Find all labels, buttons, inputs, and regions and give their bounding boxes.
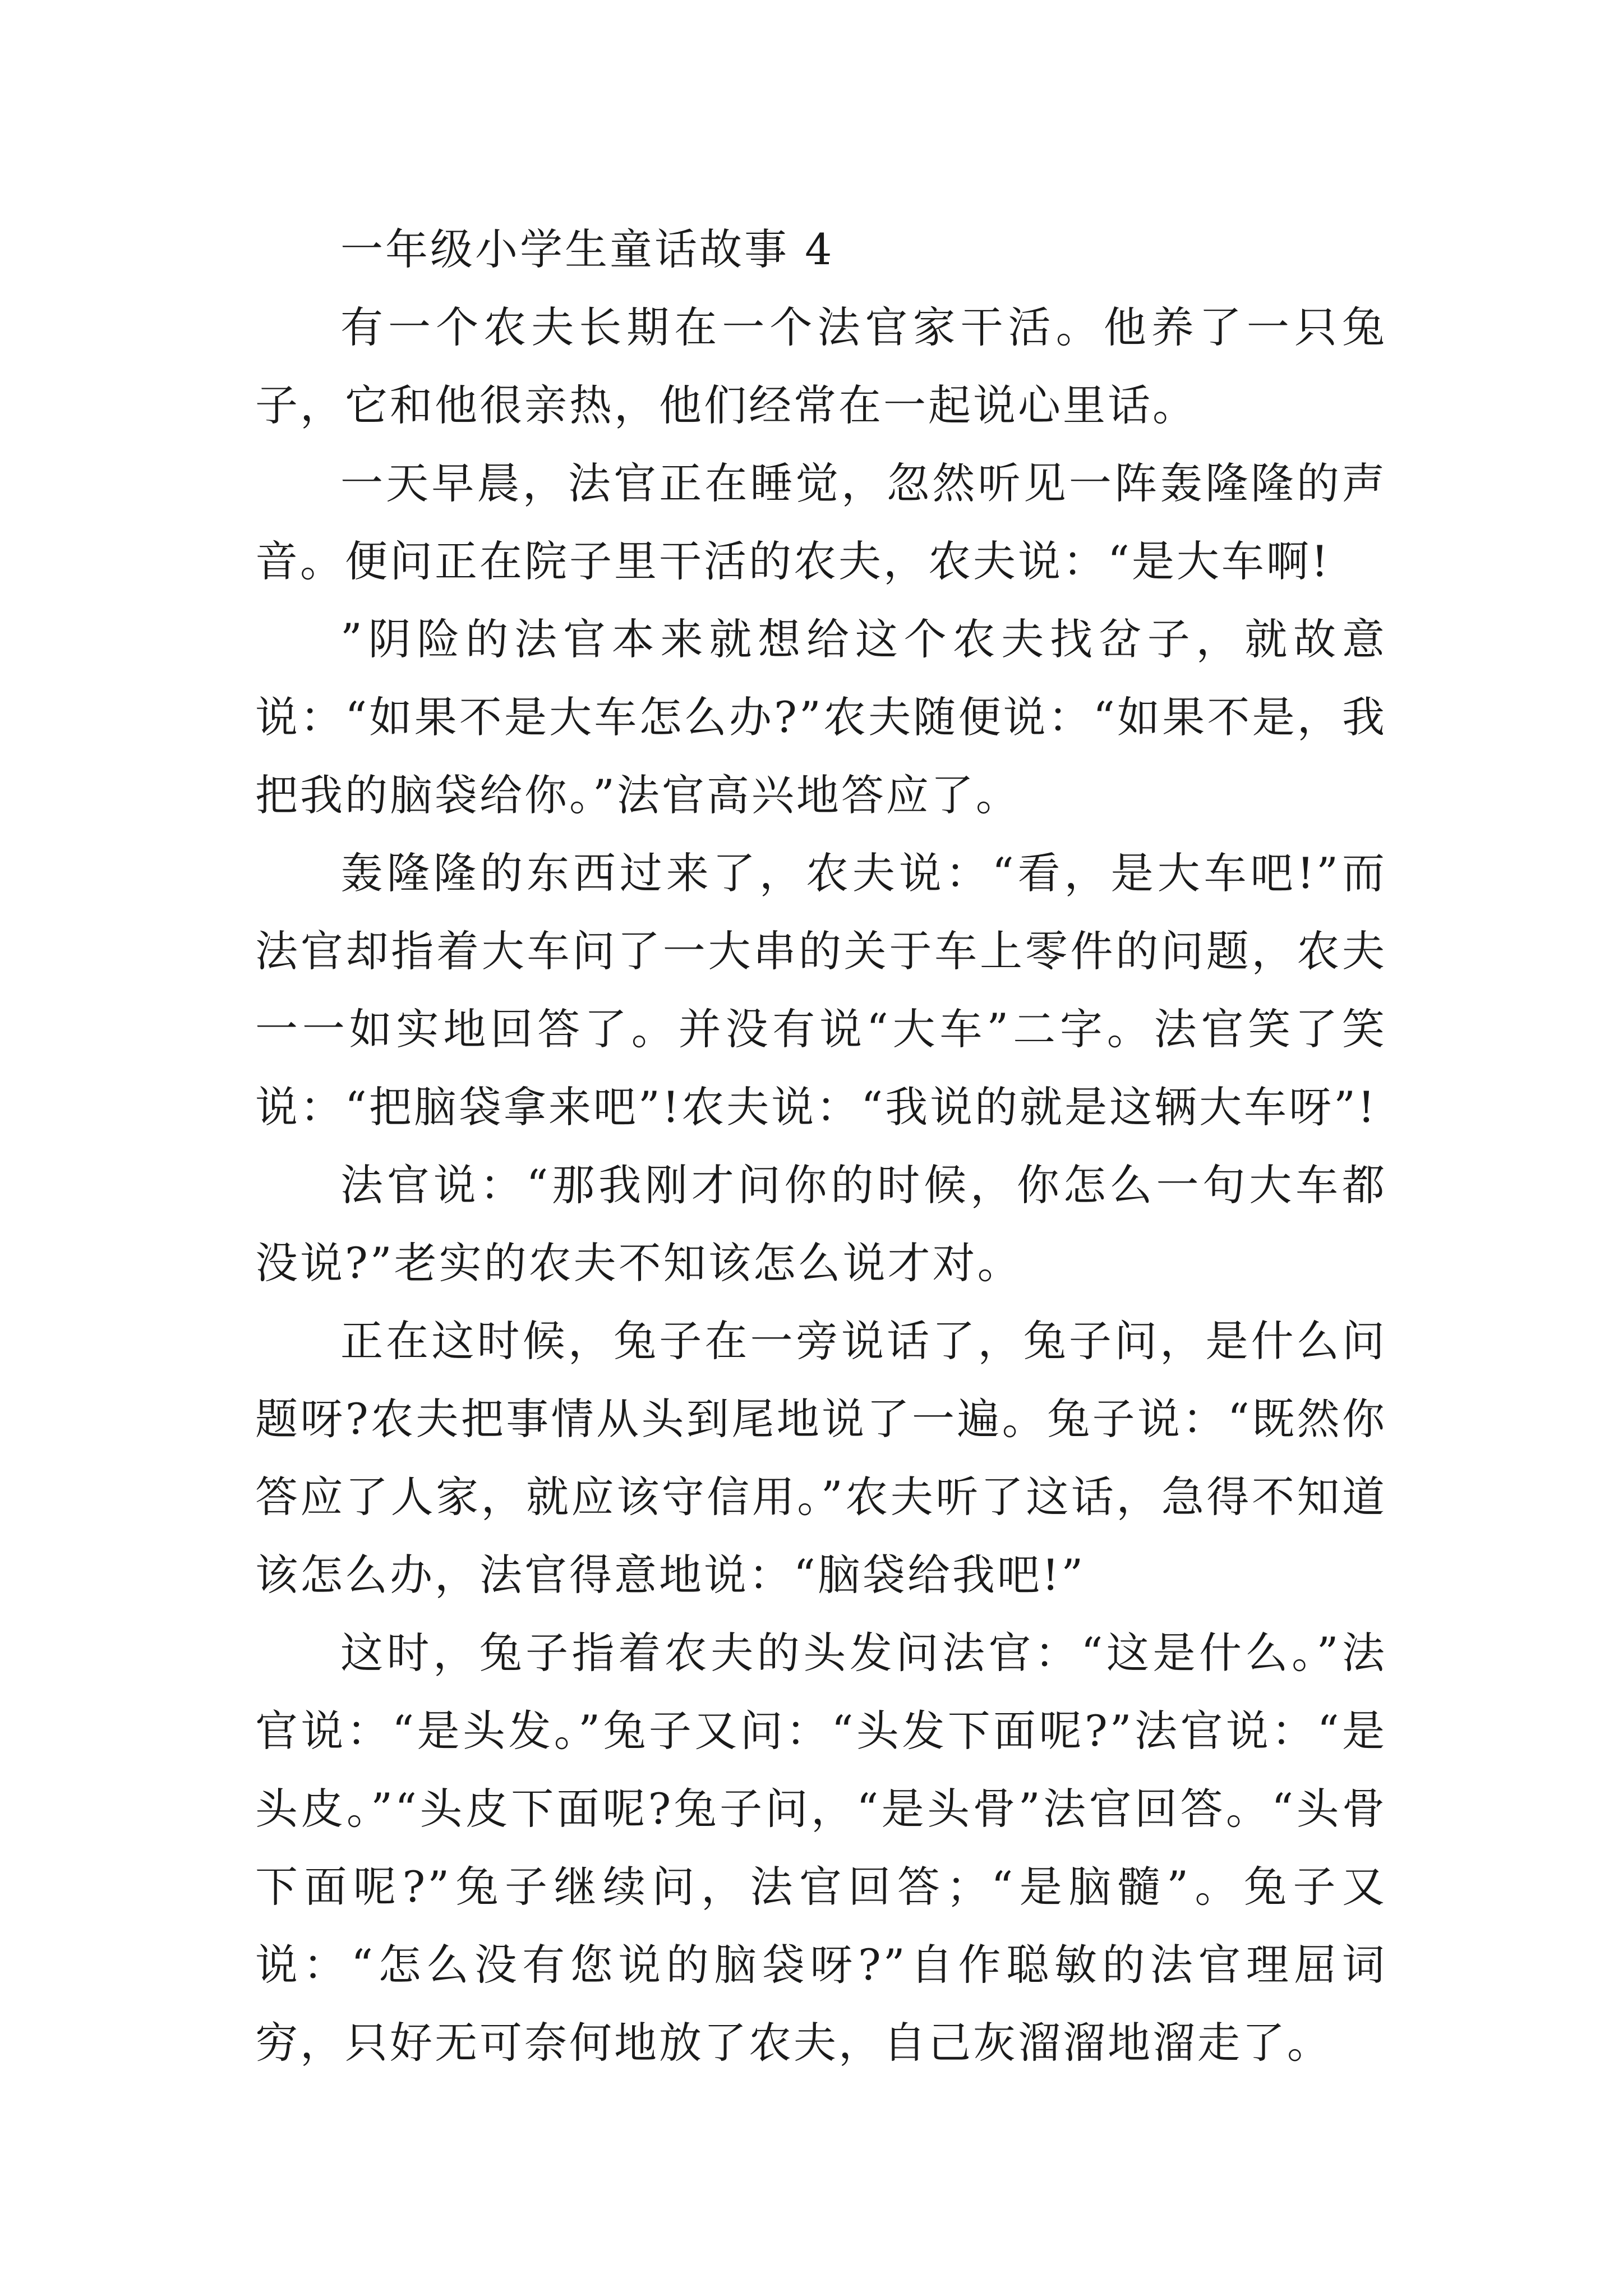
story-body [255,210,1387,2082]
paragraph-1: 有一个农夫长期在一个法官家干活。他养了一只兔子，它和他很亲热，他们经常在一起说心里话。 [255,302,1387,430]
paragraph-2: 一天早晨，法官正在睡觉，忽然听见一阵轰隆隆的声音。便问正在院子里干活的农夫，农夫说：“是大车啊! [255,458,1387,586]
story-title: 一年级小学生童话故事 4 [340,224,834,274]
paragraph-7: 这时，兔子指着农夫的头发问法官：“这是什么。”法官说：“是头发。”兔子又问：“头发下面呢?”法官说：“是头皮。”“头皮下面呢?兔子问，“是头骨”法官回答。“头骨下面呢?”兔子继续问，法官回答；“是脑髓”。兔子又说：“怎么没有您说的脑袋呀?”自作聪敏的法官理屈词穷，只好无可奈何地放了农夫，自己灰溜溜地溜走了。 [255,1628,1387,2068]
paragraph-4: 轰隆隆的东西过来了，农夫说：“看，是大车吧!”而法官却指着大车问了一大串的关于车上零件的问题，农夫一一如实地回答了。并没有说“大车”二字。法官笑了笑说：“把脑袋拿来吧”!农夫说：“我说的就是这辆大车呀”! [255,848,1387,1132]
paragraph-3: ”阴险的法官本来就想给这个农夫找岔子，就故意说：“如果不是大车怎么办?”农夫随便说：“如果不是，我把我的脑袋给你。”法官高兴地答应了。 [255,614,1387,820]
paragraph-6: 正在这时候，兔子在一旁说话了，兔子问，是什么问题呀?农夫把事情从头到尾地说了一遍。兔子说：“既然你答应了人家，就应该守信用。”农夫听了这话，急得不知道该怎么办，法官得意地说：“脑袋给我吧!” [255,1316,1387,1600]
paragraph-5: 法官说：“那我刚才问你的时候，你怎么一句大车都没说?”老实的农夫不知该怎么说才对。 [255,1160,1387,1288]
